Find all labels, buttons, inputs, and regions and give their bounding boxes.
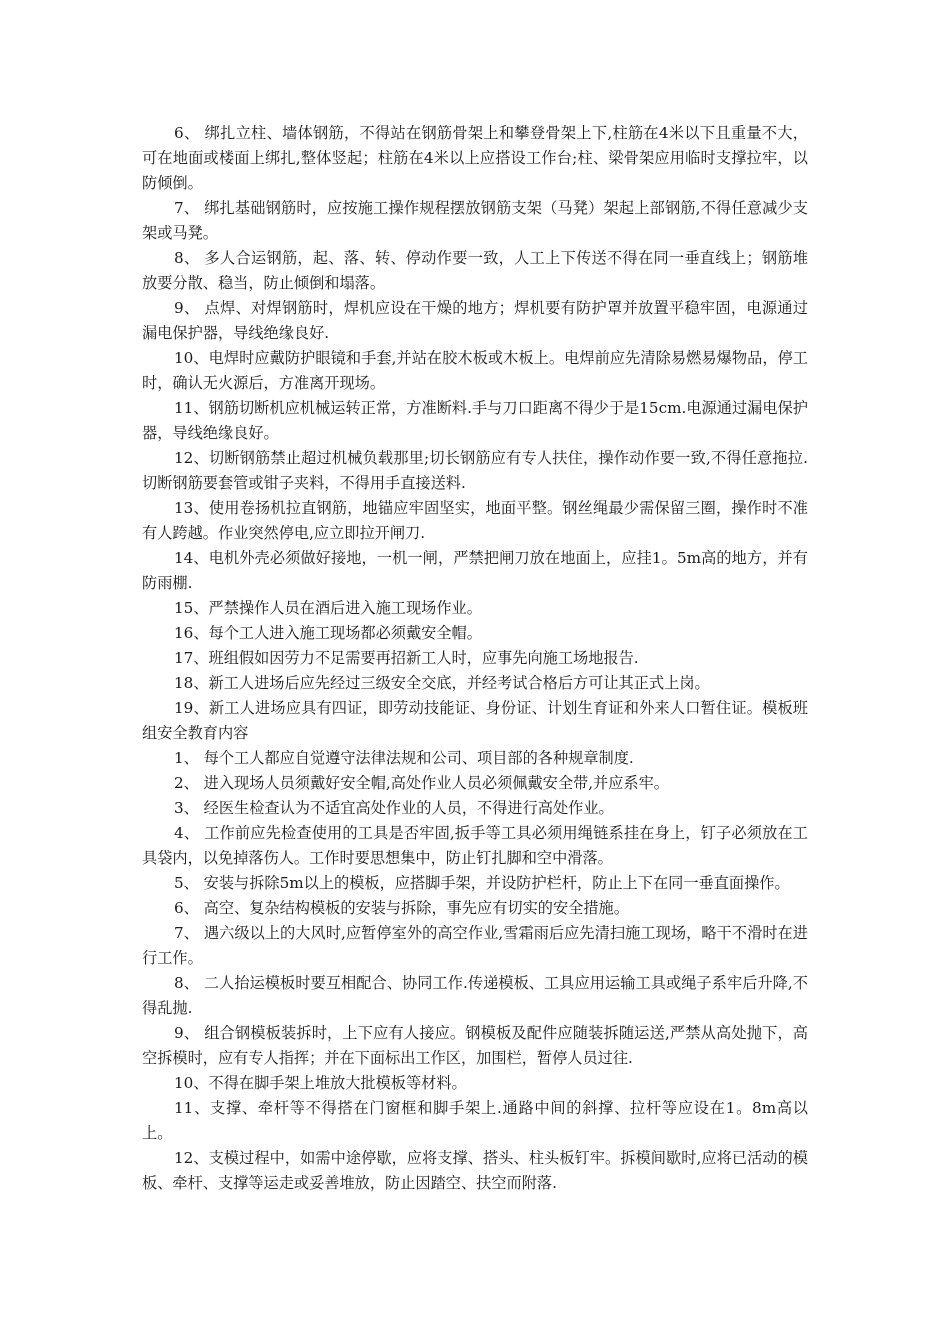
paragraph-rebar-6: 6、 绑扎立柱、墙体钢筋，不得站在钢筋骨架上和攀登骨架上下,柱筋在4米以下且重量不大，可在地面或楼面上绑扎,整体竖起；柱筋在4米以上应搭设工作台;柱、梁骨架应用临时支撑拉牢，以防倾倒。	[142, 124, 808, 192]
paragraph-formwork-10: 10、不得在脚手架上堆放大批模板等材料。	[174, 1074, 467, 1092]
paragraph-formwork-4: 4、 工作前应先检查使用的工具是否牢固,扳手等工具必须用绳链系挂在身上，钉子必须放在工具袋内，以免掉落伤人。工作时要思想集中，防止钉扎脚和空中滑落。	[142, 824, 808, 867]
paragraph-rebar-16: 16、每个工人进入施工现场都必须戴安全帽。	[174, 624, 482, 642]
paragraph-formwork-6: 6、 高空、复杂结构模板的安装与拆除，事先应有切实的安全措施。	[174, 899, 629, 917]
paragraph-rebar-9: 9、 点焊、对焊钢筋时，焊机应设在干燥的地方；焊机要有防护罩并放置平稳牢固，电源通过漏电保护器，导线绝缘良好.	[142, 299, 808, 342]
paragraph-rebar-7: 7、 绑扎基础钢筋时，应按施工操作规程摆放钢筋支架（马凳）架起上部钢筋,不得任意减少支架或马凳。	[142, 199, 808, 242]
paragraph-formwork-11: 11、支撑、牵杆等不得搭在门窗框和脚手架上.通路中间的斜撑、拉杆等应设在1。8m高以上。	[142, 1099, 808, 1142]
paragraph-rebar-11: 11、钢筋切断机应机械运转正常，方准断料.手与刀口距离不得少于是15cm.电源通过漏电保护器，导线绝缘良好。	[142, 399, 808, 442]
paragraph-rebar-12: 12、切断钢筋禁止超过机械负载那里;切长钢筋应有专人扶住，操作动作要一致,不得任意拖拉.切断钢筋要套管或钳子夹料，不得用手直接送料.	[142, 449, 808, 492]
paragraph-formwork-5: 5、 安装与拆除5m以上的模板，应搭脚手架，并设防护栏杆，防止上下在同一垂直面操作。	[174, 874, 790, 892]
paragraph-rebar-17: 17、班组假如因劳力不足需要再招新工人时，应事先向施工场地报告.	[174, 649, 639, 667]
document-body	[142, 121, 808, 1196]
paragraph-rebar-15: 15、严禁操作人员在酒后进入施工现场作业。	[174, 599, 482, 617]
paragraph-rebar-10: 10、电焊时应戴防护眼镜和手套,并站在胶木板或木板上。电焊前应先清除易燃易爆物品，停工时，确认无火源后，方准离开现场。	[142, 349, 808, 392]
paragraph-rebar-18: 18、新工人进场后应先经过三级安全交底，并经考试合格后方可让其正式上岗。	[174, 674, 710, 692]
paragraph-rebar-13: 13、使用卷扬机拉直钢筋，地锚应牢固坚实，地面平整。钢丝绳最少需保留三圈，操作时不准有人跨越。作业突然停电,应立即拉开闸刀.	[142, 499, 808, 542]
paragraph-formwork-12: 12、支模过程中，如需中途停歇，应将支撑、搭头、柱头板钉牢。拆模间歇时,应将已活动的模板、牵杆、支撑等运走或妥善堆放，防止因踏空、扶空而附落.	[142, 1149, 808, 1192]
paragraph-formwork-2: 2、 进入现场人员须戴好安全帽,高处作业人员必须佩戴安全带,并应系牢。	[174, 774, 669, 792]
paragraph-rebar-8: 8、 多人合运钢筋，起、落、转、停动作要一致，人工上下传送不得在同一垂直线上；钢筋堆放要分散、稳当，防止倾倒和塌落。	[142, 249, 808, 292]
paragraph-formwork-9: 9、 组合钢模板装拆时，上下应有人接应。钢模板及配件应随装拆随运送,严禁从高处抛下，高空拆模时，应有专人指挥；并在下面标出工作区，加围栏，暂停人员过往.	[142, 1024, 808, 1067]
paragraph-formwork-1: 1、 每个工人都应自觉遵守法律法规和公司、项目部的各种规章制度.	[174, 749, 634, 767]
paragraph-formwork-8: 8、 二人抬运模板时要互相配合、协同工作.传递模板、工具应用运输工具或绳子系牢后升降,不得乱抛.	[142, 974, 808, 1017]
paragraph-formwork-7: 7、 遇六级以上的大风时,应暂停室外的高空作业,雪霜雨后应先清扫施工现场，略干不滑时在进行工作。	[142, 924, 808, 967]
paragraph-rebar-19: 19、新工人进场应具有四证，即劳动技能证、身份证、计划生育证和外来人口暂住证。模板班组安全教育内容	[142, 699, 808, 742]
paragraph-formwork-3: 3、 经医生检查认为不适宜高处作业的人员，不得进行高处作业。	[174, 799, 614, 817]
paragraph-rebar-14: 14、电机外壳必须做好接地，一机一闸，严禁把闸刀放在地面上，应挂1。5m高的地方，并有防雨棚.	[142, 549, 808, 592]
